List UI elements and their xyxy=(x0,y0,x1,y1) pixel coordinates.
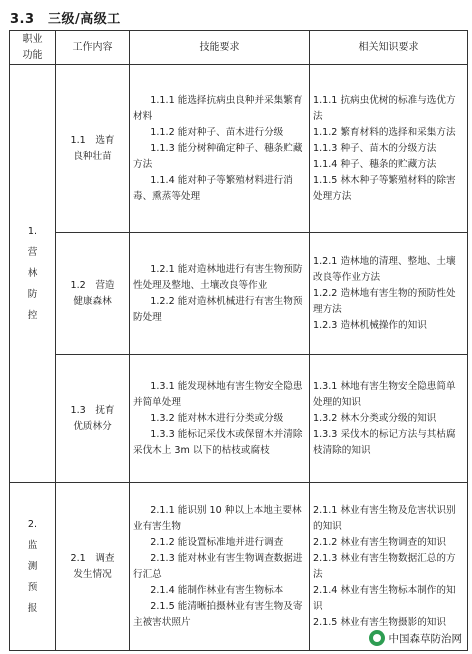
skill-item: 1.1.3 能分树种确定种子、穗条贮藏方法 xyxy=(133,142,303,170)
skill-item: 2.1.3 能对林业有害生物调查数据进行汇总 xyxy=(133,552,303,580)
knowledge-cell-1-1 xyxy=(310,65,468,233)
knowledge-item: 2.1.4 林业有害生物标本制作的知识 xyxy=(313,584,456,612)
knowledge-item: 2.1.2 林业有害生物调查的知识 xyxy=(313,536,446,548)
header-skill: 技能要求 xyxy=(130,31,310,65)
skill-item: 1.2.2 能对造林机械进行有害生物预防处理 xyxy=(133,295,303,323)
work-cell-2-1: 2.1 调查 发生情况 xyxy=(56,483,130,651)
skill-item: 2.1.1 能识别 10 种以上本地主要林业有害生物 xyxy=(133,504,302,532)
skill-item: 2.1.5 能清晰拍摄林业有害生物及寄主被害状照片 xyxy=(133,600,303,628)
knowledge-item: 1.3.1 林地有害生物安全隐患简单处理的知识 xyxy=(313,380,456,408)
work-cell-1-2: 1.2 营造 健康森林 xyxy=(56,233,130,355)
skill-item: 1.1.4 能对种子等繁殖材料进行消毒、熏蒸等处理 xyxy=(133,174,293,202)
skill-item: 1.1.1 能选择抗病虫良种并采集繁育材料 xyxy=(133,94,303,122)
header-function: 职业 功能 xyxy=(10,31,56,65)
knowledge-item: 1.1.3 种子、苗木的分级方法 xyxy=(313,142,437,154)
skill-item: 1.2.1 能对造林地进行有害生物预防性处理及整地、土壤改良等作业 xyxy=(133,263,303,291)
header-work: 工作内容 xyxy=(56,31,130,65)
knowledge-item: 1.3.3 采伐木的标记方法与其枯腐枝清除的知识 xyxy=(313,428,456,456)
knowledge-item: 2.1.3 林业有害生物数据汇总的方法 xyxy=(313,552,456,580)
standards-table xyxy=(9,30,468,651)
knowledge-item: 1.2.1 造林地的清理、整地、土壤改良等作业方法 xyxy=(313,255,456,283)
work-cell-1-1: 1.1 选育 良种壮苗 xyxy=(56,65,130,233)
watermark-logo-icon xyxy=(369,630,385,646)
knowledge-item: 1.2.3 造林机械操作的知识 xyxy=(313,319,427,331)
skill-item: 1.3.1 能发现林地有害生物安全隐患并简单处理 xyxy=(133,380,303,408)
knowledge-item: 2.1.5 林业有害生物摄影的知识 xyxy=(313,616,446,628)
knowledge-cell-2-1 xyxy=(310,483,468,651)
header-knowledge: 相关知识要求 xyxy=(310,31,468,65)
skill-item: 2.1.4 能制作林业有害生物标本 xyxy=(150,584,284,596)
knowledge-item: 1.1.5 林木种子等繁殖材料的除害处理方法 xyxy=(313,174,456,202)
skill-cell-1-3 xyxy=(130,355,310,483)
knowledge-item: 2.1.1 林业有害生物及危害状识别的知识 xyxy=(313,504,456,532)
knowledge-item: 1.1.1 抗病虫优树的标准与选优方法 xyxy=(313,94,456,122)
section-title: 3.3 三级/高级工 xyxy=(10,12,121,27)
watermark-text: 中国森草防治网 xyxy=(388,632,462,645)
skill-item: 1.1.2 能对种子、苗木进行分级 xyxy=(150,126,284,138)
knowledge-item: 1.1.4 种子、穗条的贮藏方法 xyxy=(313,158,437,170)
function-cell-1: 1. 营 林 防 控 xyxy=(10,65,56,483)
work-cell-1-3: 1.3 抚育 优质林分 xyxy=(56,355,130,483)
knowledge-item: 1.3.2 林木分类或分级的知识 xyxy=(313,412,437,424)
knowledge-item: 1.1.2 繁育材料的选择和采集方法 xyxy=(313,126,456,138)
knowledge-cell-1-3 xyxy=(310,355,468,483)
skill-item: 1.3.3 能标记采伐木或保留木并清除采伐木上 3m 以下的枯枝或腐枝 xyxy=(133,428,303,456)
skill-cell-1-2 xyxy=(130,233,310,355)
skill-item: 2.1.2 能设置标准地并进行调查 xyxy=(150,536,284,548)
knowledge-cell-1-2 xyxy=(310,233,468,355)
watermark xyxy=(365,628,467,648)
skill-cell-1-1 xyxy=(130,65,310,233)
skill-cell-2-1 xyxy=(130,483,310,651)
function-cell-2: 2. 监 测 预 报 xyxy=(10,483,56,651)
skill-item: 1.3.2 能对林木进行分类或分级 xyxy=(150,412,284,424)
knowledge-item: 1.2.2 造林地有害生物的预防性处理方法 xyxy=(313,287,456,315)
